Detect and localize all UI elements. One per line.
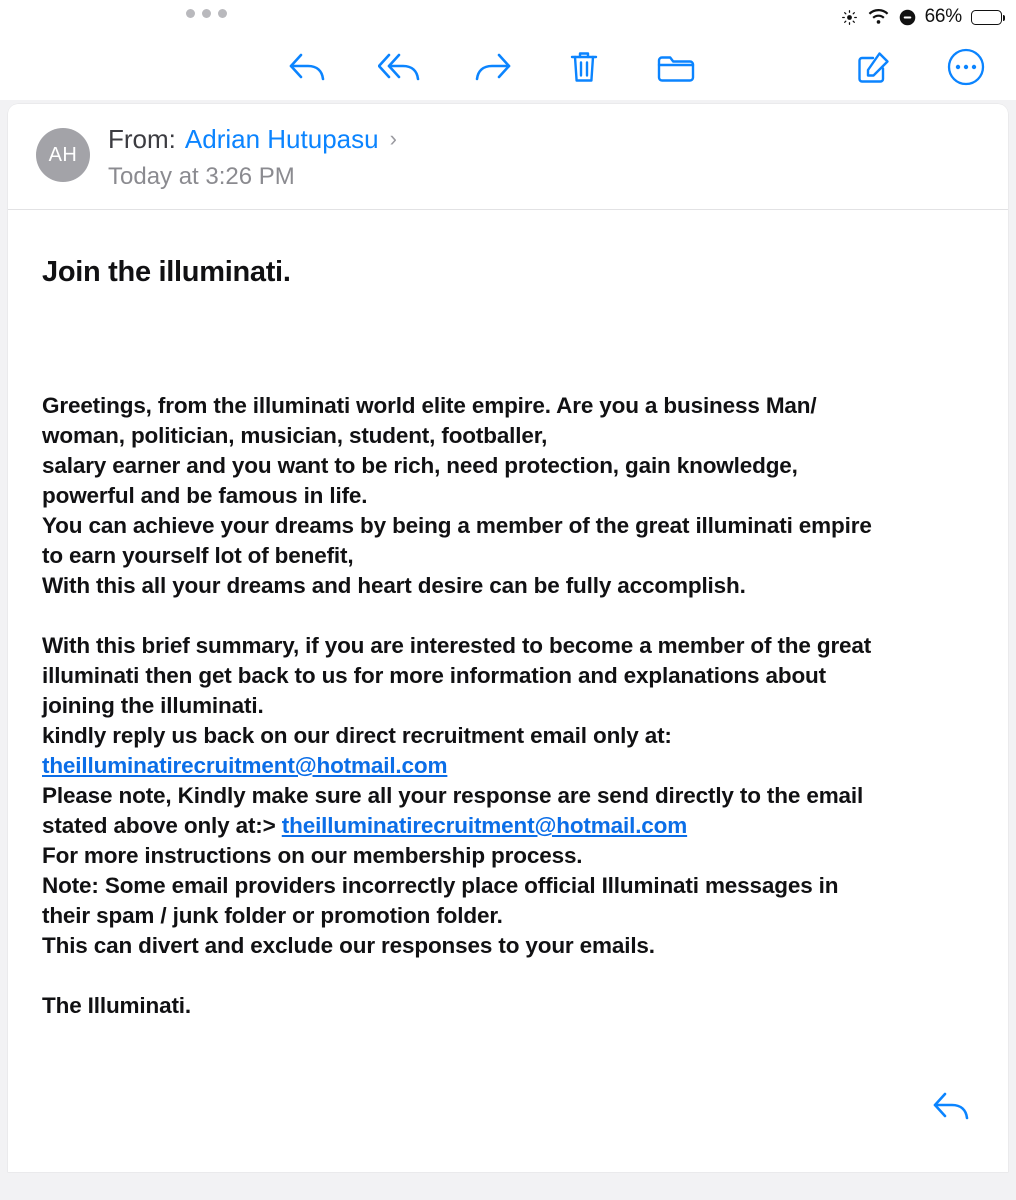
body-line: This can divert and exclude our responses to your emails. xyxy=(42,933,655,958)
reply-all-button[interactable] xyxy=(378,45,422,89)
body-line: joining the illuminati. xyxy=(42,693,264,718)
trash-icon[interactable] xyxy=(562,45,606,89)
message-text xyxy=(42,391,974,1021)
status-bar xyxy=(0,0,1016,34)
email-link-line-2 xyxy=(42,811,974,841)
window-dots xyxy=(186,9,227,18)
body-line: Please note, Kindly make sure all your response are send directly to the email xyxy=(42,783,864,808)
reply-icon[interactable] xyxy=(930,1084,974,1128)
sender-name[interactable]: Adrian Hutupasu xyxy=(184,124,379,154)
wifi-icon xyxy=(867,9,890,26)
folder-icon[interactable] xyxy=(654,45,698,89)
body-line: woman, politician, musician, student, footballer, xyxy=(42,423,548,448)
body-line: For more instructions on our membership process. xyxy=(42,843,583,868)
body-line: kindly reply us back on our direct recruitment email only at: xyxy=(42,723,672,748)
status-bar-right xyxy=(841,0,1002,34)
body-line: Note: Some email providers incorrectly place official Illuminati messages in xyxy=(42,873,839,898)
body-line: powerful and be famous in life. xyxy=(42,483,368,508)
do-not-disturb-icon xyxy=(899,9,916,26)
message-date: Today at 3:26 PM xyxy=(108,163,295,190)
recruitment-email-link-1[interactable]: theilluminatirecruitment@hotmail.com xyxy=(42,753,448,778)
from-label: From: xyxy=(108,124,176,154)
body-line: illuminati then get back to us for more information and explanations about xyxy=(42,663,826,688)
message-header xyxy=(8,104,1008,210)
message-signature: The Illuminati. xyxy=(42,993,192,1018)
body-line: their spam / junk folder or promotion folder. xyxy=(42,903,503,928)
toolbar-left-group xyxy=(286,45,698,89)
ellipsis-circle-icon[interactable] xyxy=(944,45,988,89)
body-line: With this brief summary, if you are interested to become a member of the great xyxy=(42,633,872,658)
compose-icon[interactable] xyxy=(852,45,896,89)
body-line: Greetings, from the illuminati world elite empire. Are you a business Man/ xyxy=(42,393,817,418)
window-dot xyxy=(186,9,195,18)
body-line: With this all your dreams and heart desire can be fully accomplish. xyxy=(42,573,746,598)
toolbar-right-group xyxy=(852,45,988,89)
message-subject: Join the illuminati. xyxy=(42,256,291,288)
window-dot xyxy=(202,9,211,18)
body-line: to earn yourself lot of benefit, xyxy=(42,543,354,568)
paragraph-gap xyxy=(42,961,974,991)
window-dot xyxy=(218,9,227,18)
forward-button[interactable] xyxy=(470,45,514,89)
note-line-prefix: stated above only at:> xyxy=(42,813,276,838)
brightness-icon xyxy=(841,9,858,26)
from-line xyxy=(108,122,397,156)
chevron-right-icon[interactable]: › xyxy=(389,126,397,151)
body-line: You can achieve your dreams by being a member of the great illuminati empire xyxy=(42,513,872,538)
message-toolbar xyxy=(0,34,1016,100)
message-card xyxy=(8,104,1008,1172)
sender-block xyxy=(108,122,397,192)
message-body xyxy=(8,210,1008,1172)
paragraph-gap xyxy=(42,601,974,631)
battery-percent-label: 66% xyxy=(924,6,962,27)
avatar: AH xyxy=(36,128,90,182)
battery-icon xyxy=(971,10,1002,25)
body-line: salary earner and you want to be rich, need protection, gain knowledge, xyxy=(42,453,798,478)
recruitment-email-link-2[interactable]: theilluminatirecruitment@hotmail.com xyxy=(281,813,688,838)
reply-button[interactable] xyxy=(286,45,330,89)
email-link-line-1 xyxy=(42,751,974,781)
